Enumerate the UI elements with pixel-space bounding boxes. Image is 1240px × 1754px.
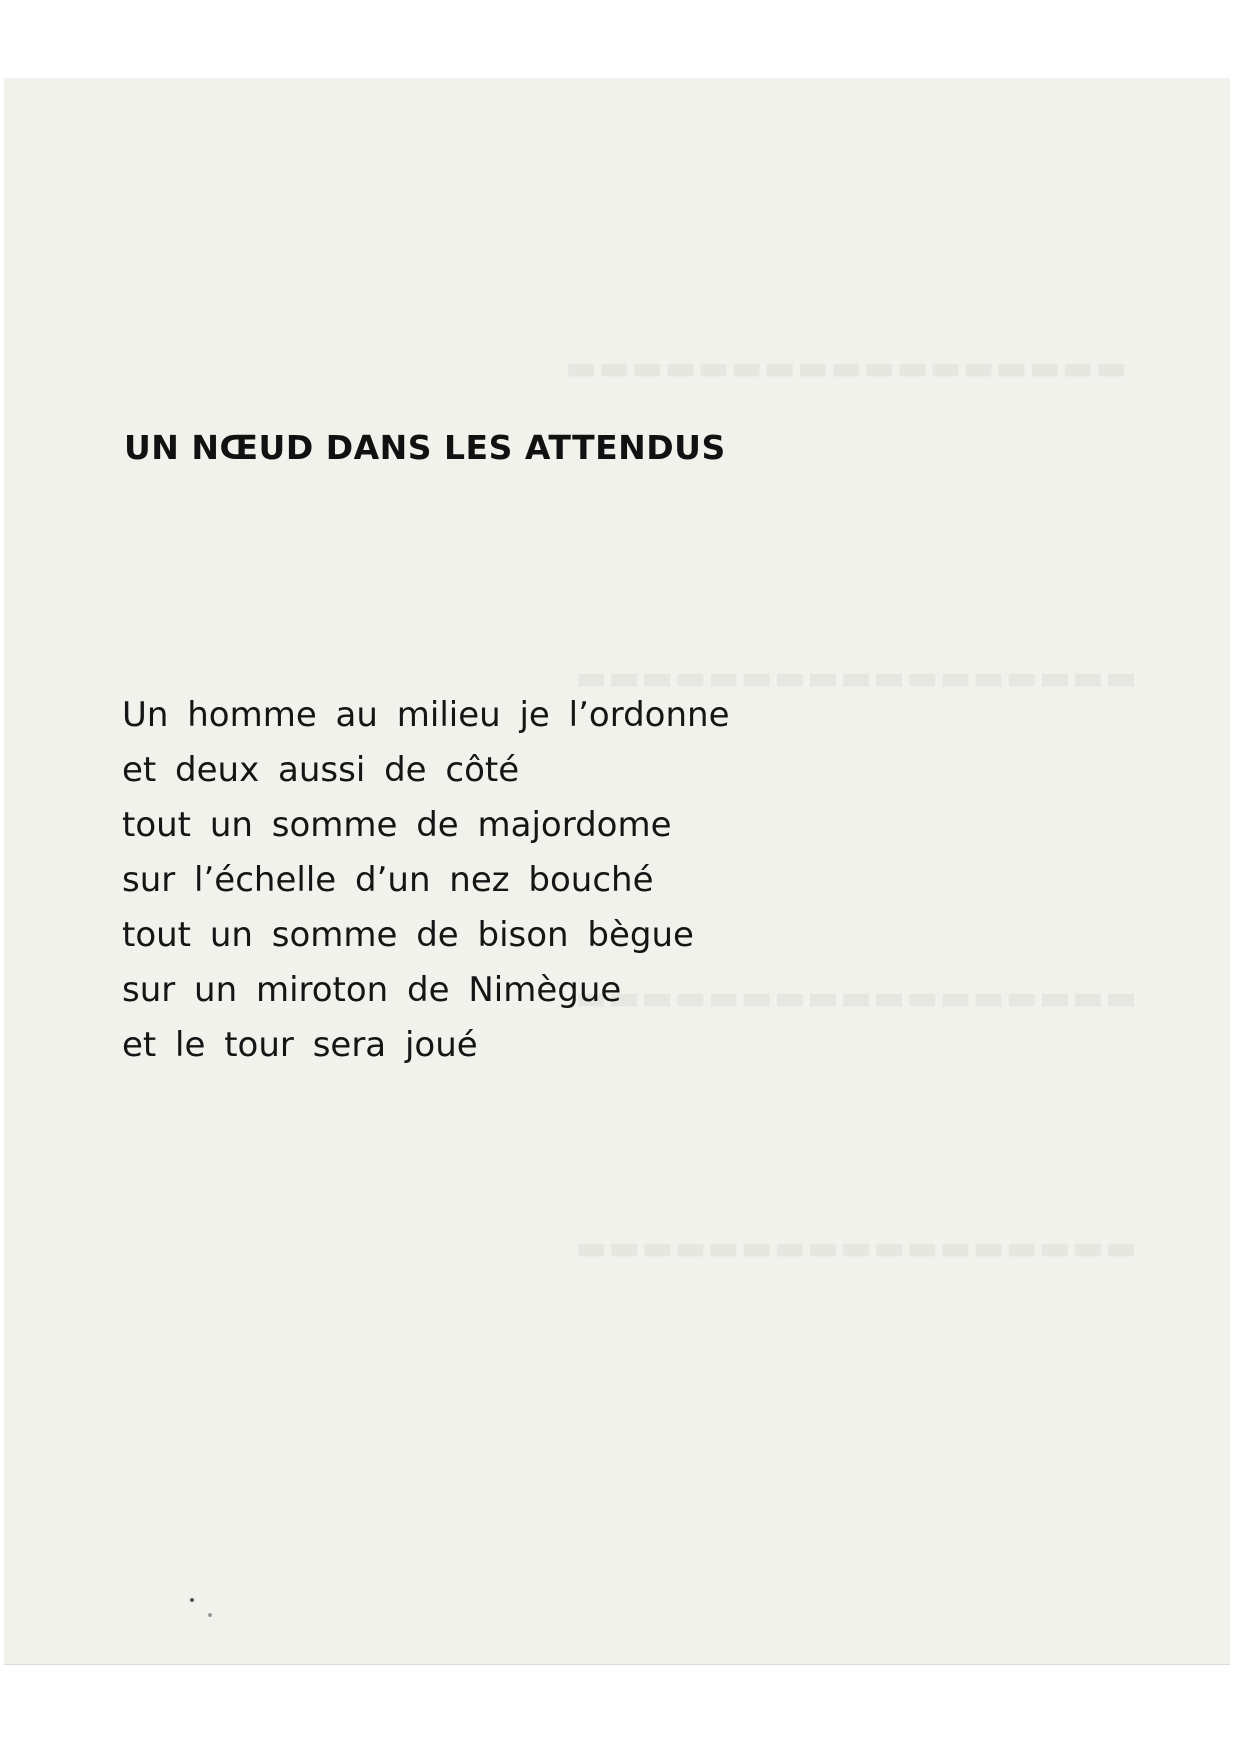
poem-title: UN NŒUD DANS LES ATTENDUS [124, 428, 726, 467]
show-through-reverse-text [574, 1228, 1137, 1268]
poem-line: tout un somme de majordome [122, 805, 672, 845]
page-sheet [4, 78, 1230, 1665]
poem-line: sur un miroton de Nimègue [122, 970, 622, 1010]
poem-line: et deux aussi de côté [122, 750, 520, 790]
paper-speck [190, 1598, 194, 1602]
poem-line: Un homme au milieu je l’ordonne [122, 695, 730, 735]
poem-line: et le tour sera joué [122, 1025, 478, 1065]
poem-line: sur l’échelle d’un nez bouché [122, 860, 654, 900]
poem-line: tout un somme de bison bègue [122, 915, 694, 955]
show-through-reverse-text [564, 348, 1127, 388]
paper-speck [208, 1613, 212, 1617]
poem-body [122, 688, 730, 1073]
